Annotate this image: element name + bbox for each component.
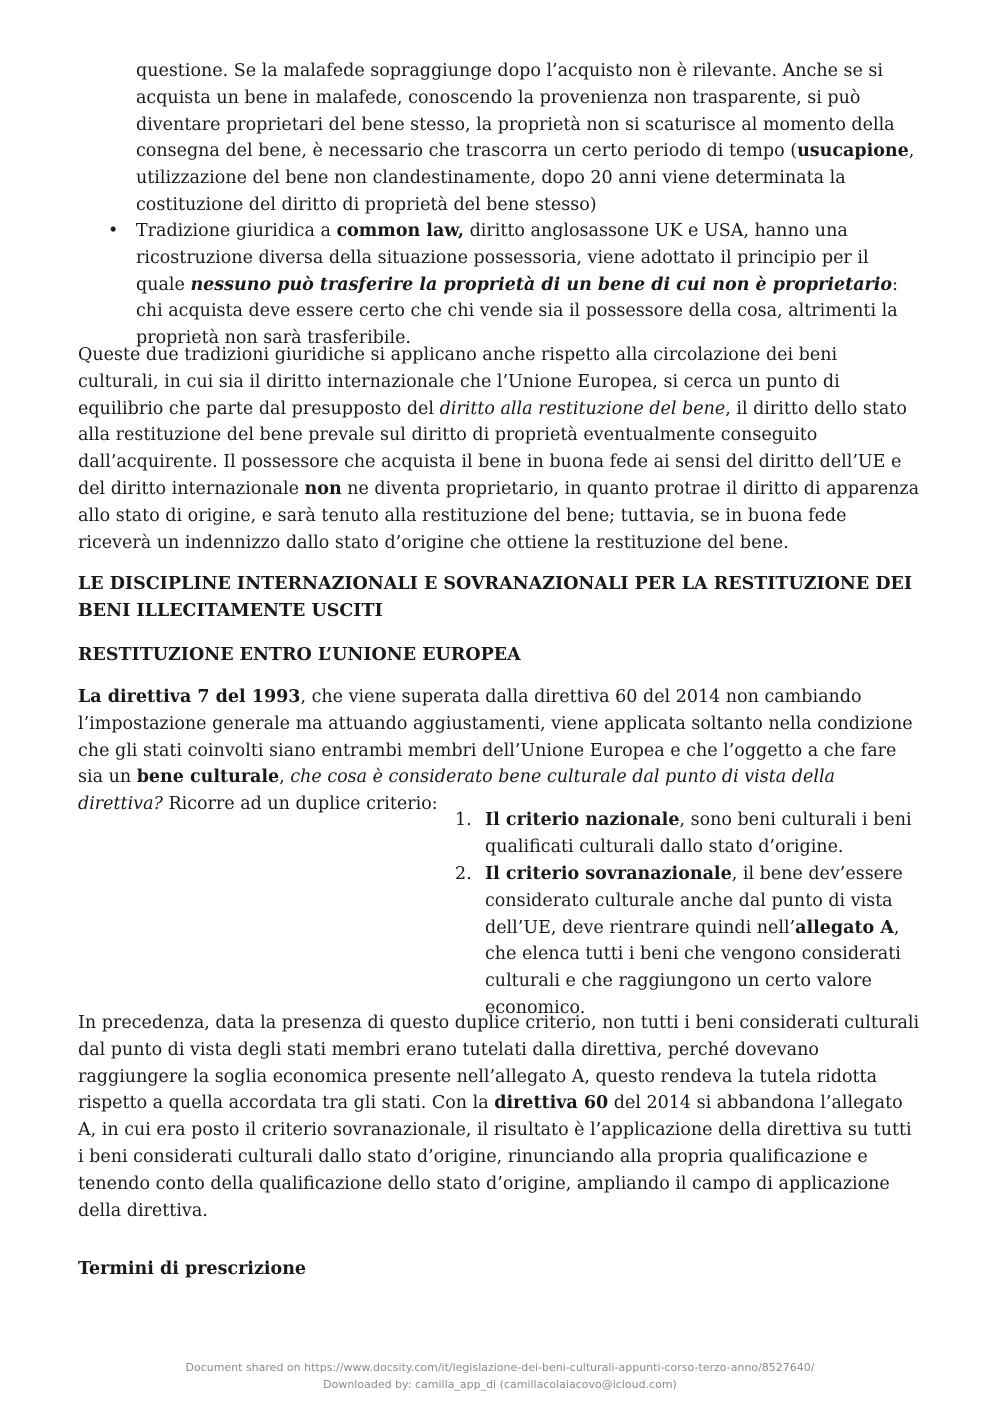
paragraph-text: In precedenza, data la presenza di questo duplice criterio, non tutti i beni considerati culturali dal punto di vista degli stati membri erano tutelati dalla direttiva, perché dovevano raggiungere la soglia economica presente nell’allegato A, questo rendeva la tutela ridotta rispetto a quella accordata tra gli stati. Con la — [78, 1013, 920, 1114]
paragraph-text: : chi acquista deve essere certo che chi vende sia il possessore della cosa, altrimenti la proprietà non sarà trasferibile. — [136, 274, 898, 349]
section-heading: RESTITUZIONE ENTRO L’UNIONE EUROPEA — [78, 645, 521, 665]
list-number: 2. — [455, 864, 472, 884]
paragraph-text: questione. Se la malafede sopraggiunge dopo l’acquisto non è rilevante. Anche se si acquista un bene in malafede, conoscendo la provenienza non trasparente, si può diventare proprietari del bene stesso, la proprietà non si scaturisce al momento della consegna del bene, è necessario che trascorra un certo periodo di tempo ( — [136, 61, 895, 162]
paragraph-text: , che elenca tutti i beni che vengono considerati culturali e che raggiungono un certo valore economico. — [485, 917, 901, 1018]
bold-term: direttiva 60 — [494, 1093, 609, 1114]
section-heading: Termini di prescrizione — [78, 1259, 307, 1279]
bold-term: Il criterio nazionale — [485, 810, 680, 830]
paragraph-text: , utilizzazione del bene non clandestinamente, dopo 20 anni viene determinata la costituzione del diritto di proprietà del bene stesso) — [136, 141, 915, 215]
paragraph-text: Tradizione giuridica a — [136, 221, 337, 241]
paragraph-text: , il diritto dello stato alla restituzione del bene prevale sul diritto di proprietà eventualmente conseguito dall’acquirente. Il possessore che acquista il bene in buona fede ai sensi del diritto dell’UE e del diritto internazionale — [78, 398, 907, 499]
bold-italic-principle: nessuno può trasferire la proprietà di un bene di cui non è proprietario — [190, 274, 893, 295]
paragraph-text: , il bene dev’essere considerato culturale anche dal punto di vista dell’UE, deve rientrare quindi nell’ — [485, 864, 903, 938]
paragraph-traditions — [78, 342, 920, 556]
bullet-item-common-law — [136, 218, 920, 352]
bold-term: Il criterio sovranazionale — [485, 864, 732, 884]
paragraph-text: Ricorre ad un duplice criterio: — [162, 794, 438, 815]
paragraph-text: del 2014 si abbandona l’allegato A, in cui era posto il criterio sovranazionale, il risultato è l’applicazione della direttiva su tutti i beni considerati culturali dallo stato d’origine, rinunciando alla propria qualificazione e tenendo conto della qualificazione dello stato d’origine, ampliando il campo di applicazione della direttiva. — [78, 1093, 912, 1221]
italic-question: che cosa è considerato bene culturale dal punto di vista della direttiva? — [78, 767, 835, 815]
bold-term: usucapione — [797, 141, 909, 162]
list-item — [485, 807, 923, 861]
bold-term: common law, — [336, 221, 465, 241]
paragraph-text: , che viene superata dalla direttiva 60 del 2014 non cambiando l’impostazione generale ma attuando aggiustamenti, viene applicata soltanto nella condizione che gli stati coinvolti siano entrambi membri dell’Unione Europea e che l’oggetto a che fare sia un — [78, 687, 913, 788]
paragraph-text: , sono beni culturali i beni qualificati culturali dallo stato d’origine. — [485, 810, 912, 857]
footer-downloaded-by: Downloaded by: camilla_app_di (camillacolaiacovo@icloud.com) — [323, 1378, 677, 1391]
bold-term: allegato A — [795, 917, 894, 938]
bullet-marker: • — [108, 221, 119, 241]
paragraph-text: , — [279, 767, 291, 788]
paragraph-text: Queste due tradizioni giuridiche si applicano anche rispetto alla circolazione dei beni culturali, in cui sia il diritto internazionale che l’Unione Europea, si cerca un punto di equilibrio che parte dal presupposto del — [78, 345, 840, 419]
paragraph-text: diritto anglosassone UK e USA, hanno una ricostruzione diversa della situazione possessoria, viene adottato il principio per il quale — [136, 221, 869, 295]
section-heading: LE DISCIPLINE INTERNAZIONALI E SOVRANAZIONALI PER LA RESTITUZIONE DEI BENI ILLECITAMENTE USCITI — [78, 574, 913, 621]
italic-term: diritto alla restituzione del bene — [439, 398, 726, 419]
list-number: 1. — [455, 810, 472, 830]
paragraph-directive — [78, 684, 920, 818]
bold-term: bene culturale — [136, 767, 280, 788]
paragraph-previously — [78, 1010, 920, 1224]
paragraph-text: ne diventa proprietario, in quanto protrae il diritto di apparenza allo stato di origine, e sarà tenuto alla restituzione del bene; tuttavia, se in buona fede riceverà un indennizzo dallo stato d’origine che ottiene la restituzione del bene. — [78, 478, 920, 553]
bold-term: La direttiva 7 del 1993 — [78, 687, 301, 707]
bold-term: non — [304, 478, 342, 499]
footer-shared-link: Document shared on https://www.docsity.com/it/legislazione-dei-beni-culturali-appunti-corso-terzo-anno/8527640/ — [185, 1361, 815, 1374]
paragraph-continuation — [136, 58, 920, 219]
list-item — [485, 861, 923, 1022]
